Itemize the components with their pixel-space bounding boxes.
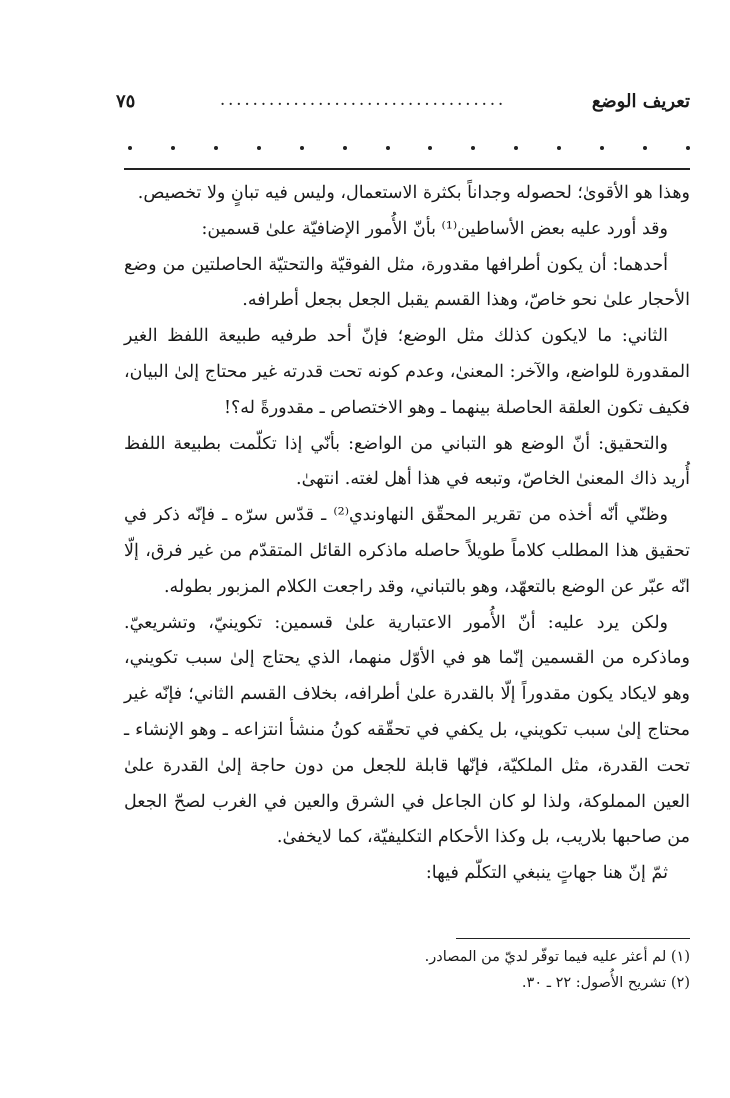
footnote: (٢) تشريح الأُصول: ٢٢ ـ ٣٠. [521,975,690,991]
footnote: (١) لم أعثر عليه فيما توفّر لديّ من المصادر. [424,949,690,965]
paragraph: والتحقيق: أنّ الوضع هو التباني من الواضع: بأنّي إذا تكلّمت بطبيعة اللفظ أُريد ذاك المعنىٰ الخاصّ، وتبعه في هذا أهل لغته. انتهىٰ. [124,433,690,490]
paragraph: أحدهما: أن يكون أطرافها مقدورة، مثل الفوقيّة والتحتيّة الحاصلتين من وضع الأحجار علىٰ نحو خاصّ، وهذا القسم يقبل الجعل بجعل أطرافه. [124,254,690,311]
page-number: ٧٥ [116,90,136,112]
paragraph: وهذا هو الأقوىٰ؛ لحصوله وجداناً بكثرة الاستعمال، وليس فيه تبانٍ ولا تخصيص. [137,183,690,203]
footnote-rule [456,938,690,939]
paragraph: الثاني: ما لايكون كذلك مثل الوضع؛ فإنّ أحد طرفيه طبيعة اللفظ الغير المقدورة للواضع، والآخر: المعنىٰ، وعدم كونه تحت قدرته غير محتاج إلىٰ البيان، فكيف تكون العلقة الحاصلة بينهما ـ وهو الاختصاص ـ مقدورةً له؟! [124,326,690,418]
chapter-title: تعريف الوضع [591,90,690,112]
ornament-dot-row [128,140,690,156]
dot-leader: ................................... [220,94,507,108]
paragraph: ثمّ إنّ هنا جهاتٍ ينبغي التكلّم فيها: [425,863,668,884]
main-text [124,176,690,892]
running-header [116,86,690,116]
footnotes [124,944,690,996]
paragraph: وقد أورد عليه بعض الأساطين⁽¹⁾ بأنّ الأُمور الإضافيّة علىٰ قسمين: [201,218,668,239]
header-rule [124,168,690,170]
paragraph: ولكن يرد عليه: أنّ الأُمور الاعتبارية علىٰ قسمين: تكوينيّ، وتشريعيّ. وماذكره من القسمين إنّما هو في الأوّل منهما، الذي يحتاج إلىٰ سبب تكويني، وهو لايكاد يكون مقدوراً إلّا بالقدرة علىٰ أطرافه، بخلاف القسم الثاني؛ فإنّه غير محتاج إلىٰ سبب تكويني، بل يكفي في تحقّقه كونُ منشأ انتزاعه ـ وهو الإنشاء ـ تحت القدرة، مثل الملكيّة، فإنّها قابلة للجعل من دون حاجة إلىٰ القدرة علىٰ العين المملوكة، ولذا لو كان الجاعل في الشرق والعين في الغرب لصحّ الجعل من صاحبها بلاريب، بل وكذا الأحكام التكليفيّة، كما لايخفىٰ. [124,612,690,848]
paragraph: وظنّي أنّه أخذه من تقرير المحقّق النهاوندي⁽²⁾ ـ قدّس سرّه ـ فإنّه ذكر في تحقيق هذا المطلب كلاماً طويلاً حاصله ماذكره القائل المتقدّم من غير فرق، إلّا انّه عبّر عن الوضع بالتعهّد، وهو بالتباني، وقد راجعت الكلام المزبور بطوله. [124,505,690,597]
